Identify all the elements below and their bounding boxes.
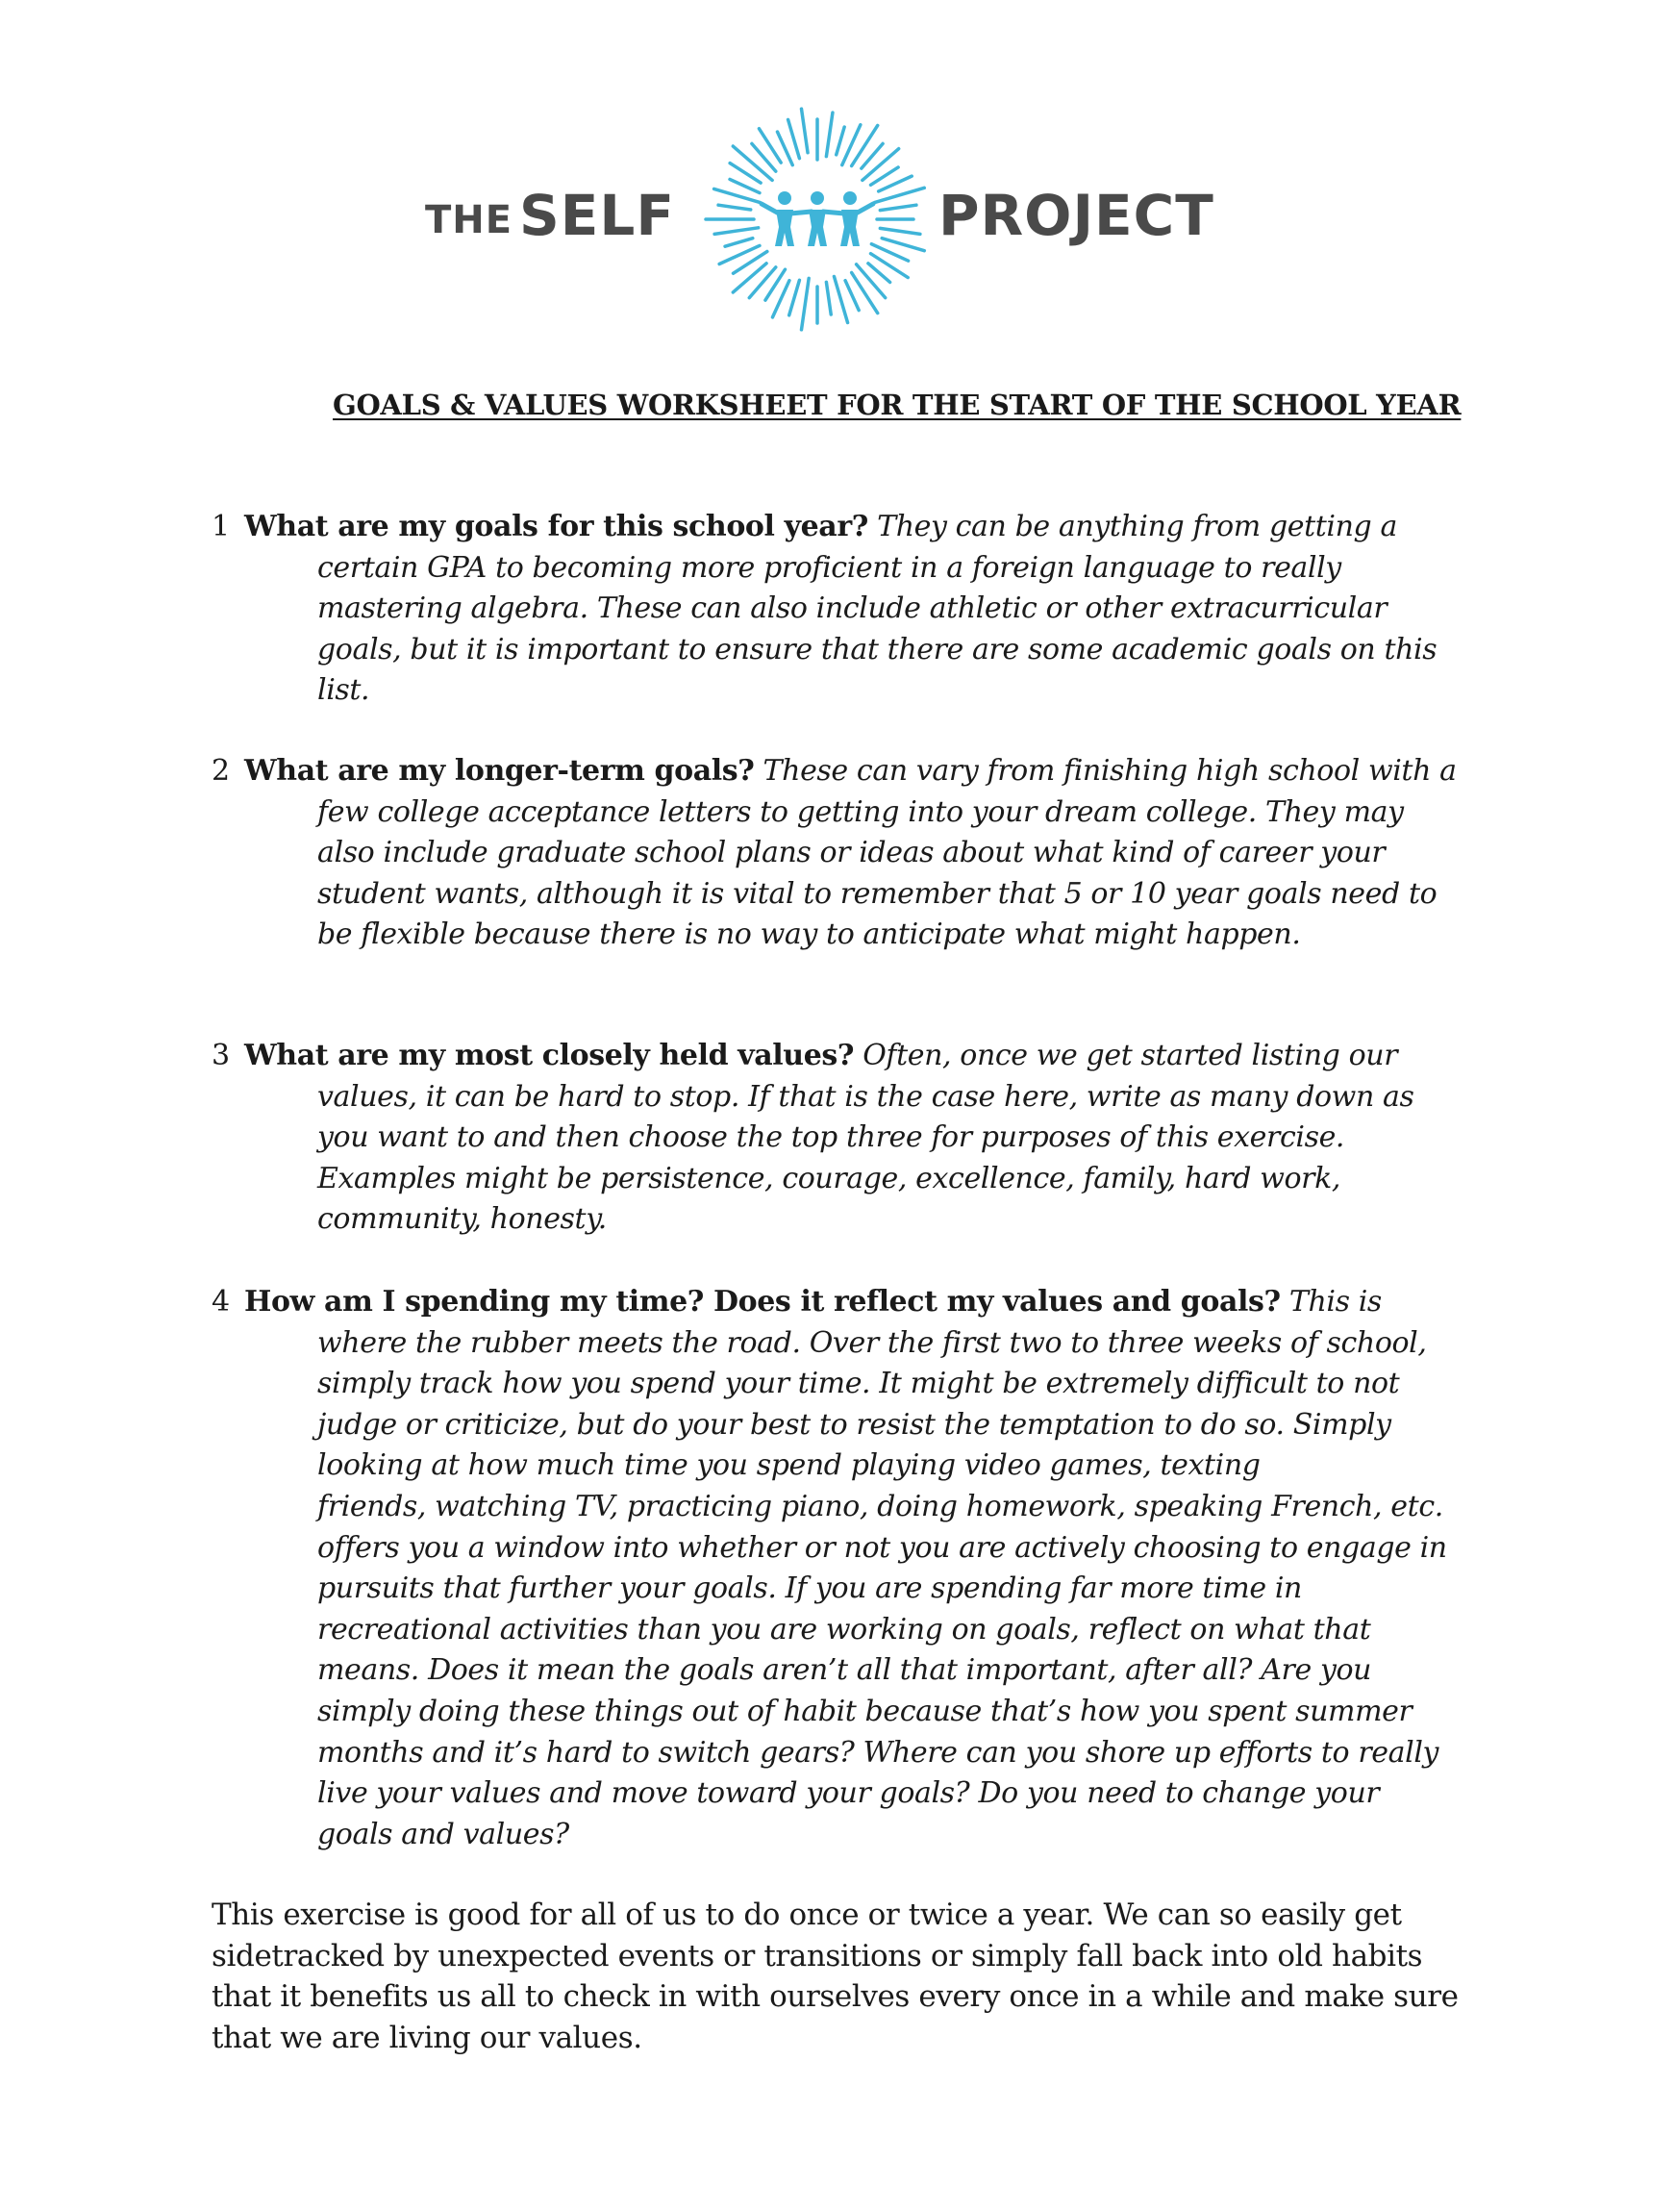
question-first-line bbox=[212, 751, 1481, 792]
closing-line: that it benefits us all to check in with ourselves every once in a while and make sure bbox=[212, 1979, 1459, 2015]
closing-line: that we are living our values. bbox=[212, 2020, 642, 2055]
question-text-line: offers you a window into whether or not you are actively choosing to engage in bbox=[317, 1530, 1447, 1565]
sunburst-ray bbox=[857, 264, 886, 298]
sunburst-ray bbox=[714, 228, 759, 235]
question-text-line: where the rubber meets the road. Over the first two to three weeks of school, bbox=[317, 1325, 1427, 1360]
question-3 bbox=[212, 1036, 1481, 1241]
sunburst-ray bbox=[733, 264, 766, 292]
sunburst-ray bbox=[826, 282, 831, 314]
sunburst-ray bbox=[837, 127, 844, 155]
sunburst-ray bbox=[826, 113, 833, 157]
question-text-line: They can be anything from getting a bbox=[877, 510, 1397, 543]
sunburst-ray bbox=[862, 149, 899, 181]
question-text-line: few college acceptance letters to getting into your dream college. They may bbox=[317, 794, 1404, 829]
question-first-line bbox=[212, 1036, 1481, 1077]
sunburst-ray bbox=[801, 278, 809, 329]
question-text-line: mastering algebra. These can also include athletic or other extracurricular bbox=[317, 591, 1388, 626]
question-text-line: simply doing these things out of habit because that’s how you spent summer bbox=[317, 1694, 1412, 1728]
sunburst-ray bbox=[789, 280, 800, 314]
sunburst-ray bbox=[880, 228, 920, 234]
person-figure-icon bbox=[840, 191, 860, 246]
sunburst-ray bbox=[801, 109, 808, 153]
question-heading: How am I spending my time? Does it reflect my values and goals? bbox=[244, 1285, 1281, 1319]
question-text-line: This is bbox=[1288, 1285, 1382, 1319]
sunburst-ray bbox=[733, 146, 772, 180]
question-number: 2 bbox=[212, 754, 230, 788]
sunburst-ray bbox=[730, 179, 760, 192]
person-figure-icon bbox=[775, 191, 794, 246]
question-text-line: also include graduate school plans or ideas about what kind of career your bbox=[317, 836, 1386, 870]
sunburst-ray bbox=[788, 119, 800, 158]
sunburst-people-icon bbox=[702, 104, 933, 335]
sunburst-ray bbox=[725, 239, 753, 246]
sunburst-ray bbox=[880, 205, 916, 210]
question-heading: What are my most closely held values? bbox=[244, 1039, 855, 1072]
closing-paragraph bbox=[212, 1895, 1481, 2058]
question-first-line bbox=[212, 1282, 1481, 1323]
question-heading: What are my longer-term goals? bbox=[244, 754, 755, 788]
question-text-line: recreational activities than you are working on goals, reflect on what that bbox=[317, 1612, 1371, 1646]
person-figure-icon bbox=[808, 191, 827, 246]
question-text-line: certain GPA to becoming more proficient in a foreign language to really bbox=[317, 550, 1341, 585]
question-text-line: goals, but it is important to ensure that there are some academic goals on this bbox=[317, 632, 1438, 666]
question-text-line: list. bbox=[317, 673, 370, 708]
question-text-line: be flexible because there is no way to anticipate what might happen. bbox=[317, 917, 1301, 952]
question-4 bbox=[212, 1282, 1481, 1855]
question-number: 3 bbox=[212, 1039, 230, 1072]
question-text-line: values, it can be hard to stop. If that is the case here, write as many down as bbox=[317, 1079, 1414, 1114]
logo-word-project: PROJECT bbox=[938, 183, 1214, 248]
question-text-line: These can vary from finishing high school with a bbox=[762, 754, 1457, 788]
question-heading: What are my goals for this school year? bbox=[244, 510, 868, 543]
question-text-line: community, honesty. bbox=[317, 1202, 607, 1237]
question-text-line: student wants, although it is vital to remember that 5 or 10 year goals need to bbox=[317, 876, 1438, 911]
question-number: 4 bbox=[212, 1285, 230, 1319]
question-1 bbox=[212, 507, 1481, 712]
sunburst-ray bbox=[852, 273, 878, 314]
sunburst-ray bbox=[882, 239, 924, 251]
question-2 bbox=[212, 751, 1481, 956]
closing-line: sidetracked by unexpected events or transitions or simply fall back into old habits bbox=[212, 1938, 1423, 1973]
self-project-logo bbox=[413, 104, 1240, 335]
question-text-line: live your values and move toward your goals? Do you need to change your bbox=[317, 1776, 1380, 1811]
question-text-line: means. Does it mean the goals aren’t all that important, after all? Are you bbox=[317, 1653, 1372, 1688]
question-first-line bbox=[212, 507, 1481, 548]
question-text-line: goals and values? bbox=[317, 1817, 569, 1851]
sunburst-ray bbox=[845, 281, 859, 311]
question-text-line: you want to and then choose the top three for purposes of this exercise. bbox=[317, 1120, 1345, 1155]
question-text-line: months and it’s hard to switch gears? Where can you shore up efforts to really bbox=[317, 1735, 1439, 1770]
sunburst-ray bbox=[852, 125, 878, 165]
question-text-line: simply track how you spend your time. It might be extremely difficult to not bbox=[317, 1367, 1400, 1401]
question-text-line: pursuits that further your goals. If you are spending far more time in bbox=[317, 1571, 1302, 1606]
question-text-line: friends, watching TV, practicing piano, doing homework, speaking French, etc. bbox=[317, 1489, 1443, 1523]
question-text-line: looking at how much time you spend playing video games, texting bbox=[317, 1448, 1261, 1483]
question-text-line: Examples might be persistence, courage, excellence, family, hard work, bbox=[317, 1161, 1341, 1195]
question-number: 1 bbox=[212, 510, 230, 543]
sunburst-ray bbox=[718, 205, 751, 210]
question-text-line: judge or criticize, but do your best to resist the temptation to do so. Simply bbox=[317, 1407, 1391, 1442]
logo-word-self: SELF bbox=[519, 183, 675, 248]
page-title: GOALS & VALUES WORKSHEET FOR THE START OF THE SCHOOL YEAR bbox=[333, 389, 1462, 421]
closing-line: This exercise is good for all of us to do once or twice a year. We can so easily get bbox=[212, 1898, 1402, 1932]
question-text-line: Often, once we get started listing our bbox=[862, 1039, 1398, 1072]
logo-word-the: THE bbox=[425, 198, 513, 242]
